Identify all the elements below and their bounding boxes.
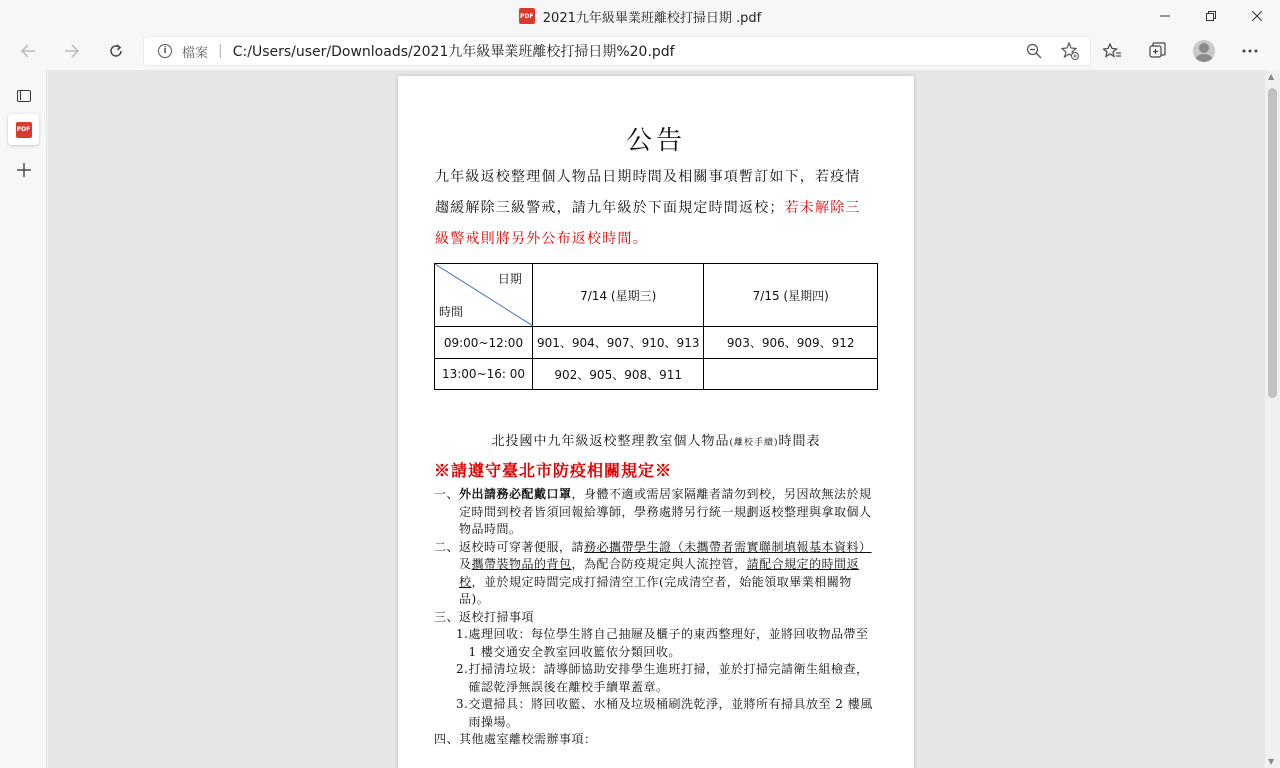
corner-date-label: 日期 xyxy=(497,272,522,286)
scroll-up-arrow-icon[interactable]: ▲ xyxy=(1268,72,1275,81)
title-bar xyxy=(0,0,1280,32)
info-icon[interactable]: i xyxy=(158,44,172,58)
refresh-button[interactable] xyxy=(98,35,134,67)
subtitle-tail: 時間表 xyxy=(778,434,821,449)
intro-red-text: 若未解除三級警戒則將另外公布返校時間。 xyxy=(435,200,861,247)
pdf-tab-icon: PDF xyxy=(16,122,32,138)
time-cell: 09:00~12:00 xyxy=(435,327,533,359)
class-cell: 902、905、908、911 xyxy=(532,359,704,390)
forward-arrow-icon xyxy=(64,43,80,59)
rule-text: 及 xyxy=(459,557,472,571)
sub-rule-number: 1. xyxy=(456,627,469,641)
sub-rule-number: 2. xyxy=(456,662,469,676)
schedule-subtitle xyxy=(398,430,914,449)
address-bar[interactable] xyxy=(143,36,1091,66)
header-cell-day2: 7/15 (星期四) xyxy=(704,264,878,327)
sub-rule-item xyxy=(456,661,879,696)
minimize-button[interactable] xyxy=(1142,0,1188,32)
restore-icon xyxy=(1206,11,1216,21)
rule-item xyxy=(434,539,879,609)
sub-rule-number: 3. xyxy=(456,697,469,711)
rule-text: 返校時可穿著便服，請 xyxy=(459,539,585,554)
tab-actions-button[interactable] xyxy=(8,80,39,111)
address-url[interactable]: C:/Users/user/Downloads/2021九年級畢業班離校打掃日期%20.pdf xyxy=(232,44,675,60)
rule-body xyxy=(459,486,879,539)
rule-text: ，身體不適或需居家隔離者請勿到校，另因故無法於規定時間到校者皆須回報給導師，學務處將另行統一規劃返校整理與拿取個人物品時間。 xyxy=(459,487,872,536)
sub-rule-item xyxy=(456,626,879,661)
subtitle-text: 北投國中九年級返校整理教室個人物品 xyxy=(491,434,730,449)
new-tab-icon xyxy=(17,163,31,177)
rule-bold-text: 外出請務必配戴口罩 xyxy=(459,487,572,501)
notice-heading: ※請遵守臺北市防疫相關規定※ xyxy=(434,461,673,480)
pdf-viewer[interactable] xyxy=(48,70,1265,768)
add-favorite-button[interactable] xyxy=(1056,39,1084,63)
settings-more-button[interactable] xyxy=(1230,35,1270,67)
address-bar-icons xyxy=(1020,39,1084,63)
sub-rule-item xyxy=(456,696,879,731)
tab-actions-icon xyxy=(17,90,31,102)
restore-button[interactable] xyxy=(1188,0,1234,32)
new-tab-button[interactable] xyxy=(8,154,39,185)
document-title: 公告 xyxy=(625,126,686,156)
collections-button[interactable] xyxy=(1138,35,1178,67)
rule-text: 返校打掃事項 xyxy=(459,609,535,624)
rule-text: ，為配合防疫規定與人流控管， xyxy=(571,557,747,571)
corner-time-label: 時間 xyxy=(439,305,464,319)
browser-tools xyxy=(1092,35,1270,67)
refresh-icon xyxy=(108,43,124,59)
pdf-tab[interactable] xyxy=(8,114,39,145)
favorites-button[interactable] xyxy=(1092,35,1132,67)
close-button[interactable] xyxy=(1234,0,1280,32)
rule-text: ，並於規定時間完成打掃清空工作(完成清空者，始能領取畢業相關物品)。 xyxy=(459,574,852,606)
subtitle-small-text: (離校手續) xyxy=(729,438,779,448)
browser-toolbar xyxy=(0,32,1280,70)
collections-icon xyxy=(1149,42,1167,60)
address-separator: | xyxy=(218,43,223,59)
sub-rule-text: 處理回收：每位學生將自己抽屜及櫃子的東西整理好，並將回收物品帶至 1 樓交通安全教室回收籃依分類回收。 xyxy=(468,627,869,659)
pdf-icon: PDF xyxy=(519,8,535,24)
corner-cell xyxy=(435,264,533,327)
rule-item xyxy=(434,486,879,539)
table-row xyxy=(435,327,878,359)
back-button[interactable] xyxy=(10,35,46,67)
rule-underline-text: 攜帶裝物品的背包 xyxy=(471,557,572,571)
window-title: 2021九年級畢業班離校打掃日期 .pdf xyxy=(542,10,762,26)
more-icon xyxy=(1242,49,1258,53)
rule-underline-text: 務必攜帶學生證（未攜帶者需實聯制填報基本資料） xyxy=(584,539,872,554)
rule-item xyxy=(434,609,879,627)
time-cell: 13:00~16: 00 xyxy=(435,359,533,390)
vertical-tabs-sidebar xyxy=(0,70,47,768)
rule-item xyxy=(434,731,879,749)
rule-number: 一、 xyxy=(434,487,460,501)
star-add-icon xyxy=(1061,42,1079,60)
back-arrow-icon xyxy=(20,43,36,59)
close-icon xyxy=(1252,11,1262,21)
sub-rule-text: 打掃清垃圾：請導師協助安排學生進班打掃，並於打掃完請衛生組檢查，確認乾淨無誤後在離校手續單蓋章。 xyxy=(468,662,869,694)
class-cell: 901、904、907、910、913 xyxy=(532,327,704,359)
header-cell-day1: 7/14 (星期三) xyxy=(532,264,704,327)
forward-button[interactable] xyxy=(54,35,90,67)
pdf-page xyxy=(398,76,914,768)
rule-number: 二、 xyxy=(434,539,460,554)
intro-paragraph xyxy=(435,162,875,255)
address-scheme-label: 檔案 xyxy=(182,45,209,61)
window-title-group xyxy=(519,7,761,26)
table-row xyxy=(435,359,878,390)
rule-number: 三、 xyxy=(434,609,460,624)
avatar xyxy=(1193,40,1215,62)
rule-underline-text: 請配合規定的時間返校 xyxy=(459,557,860,589)
zoom-out-icon xyxy=(1026,43,1042,59)
profile-button[interactable] xyxy=(1184,35,1224,67)
class-cell: 903、906、909、912 xyxy=(704,327,878,359)
rule-body xyxy=(459,539,879,609)
sub-rule-text: 交還掃具：將回收籃、水桶及垃圾桶刷洗乾淨，並將所有掃具放至 2 樓風雨操場。 xyxy=(468,697,873,729)
class-cell xyxy=(704,359,878,390)
vertical-scrollbar[interactable] xyxy=(1265,70,1280,768)
table-header-row xyxy=(435,264,878,327)
intro-text: 九年級返校整理個人物品日期時間及相關事項暫訂如下，若疫情趨緩解除三級警戒，請九年級於下面規定時間返校； xyxy=(435,169,861,216)
scroll-down-arrow-icon[interactable]: ▼ xyxy=(1268,757,1275,766)
diagonal-header xyxy=(435,264,532,326)
rule-number: 四、 xyxy=(434,732,460,746)
schedule-table xyxy=(434,263,878,390)
zoom-button[interactable] xyxy=(1020,39,1048,63)
scroll-thumb[interactable] xyxy=(1268,88,1277,398)
rules-list xyxy=(434,486,879,749)
window-controls xyxy=(1142,0,1280,32)
favorites-icon xyxy=(1103,43,1121,59)
rule-text: 其他處室離校需辦事項： xyxy=(459,732,597,746)
minimize-icon xyxy=(1160,11,1170,21)
